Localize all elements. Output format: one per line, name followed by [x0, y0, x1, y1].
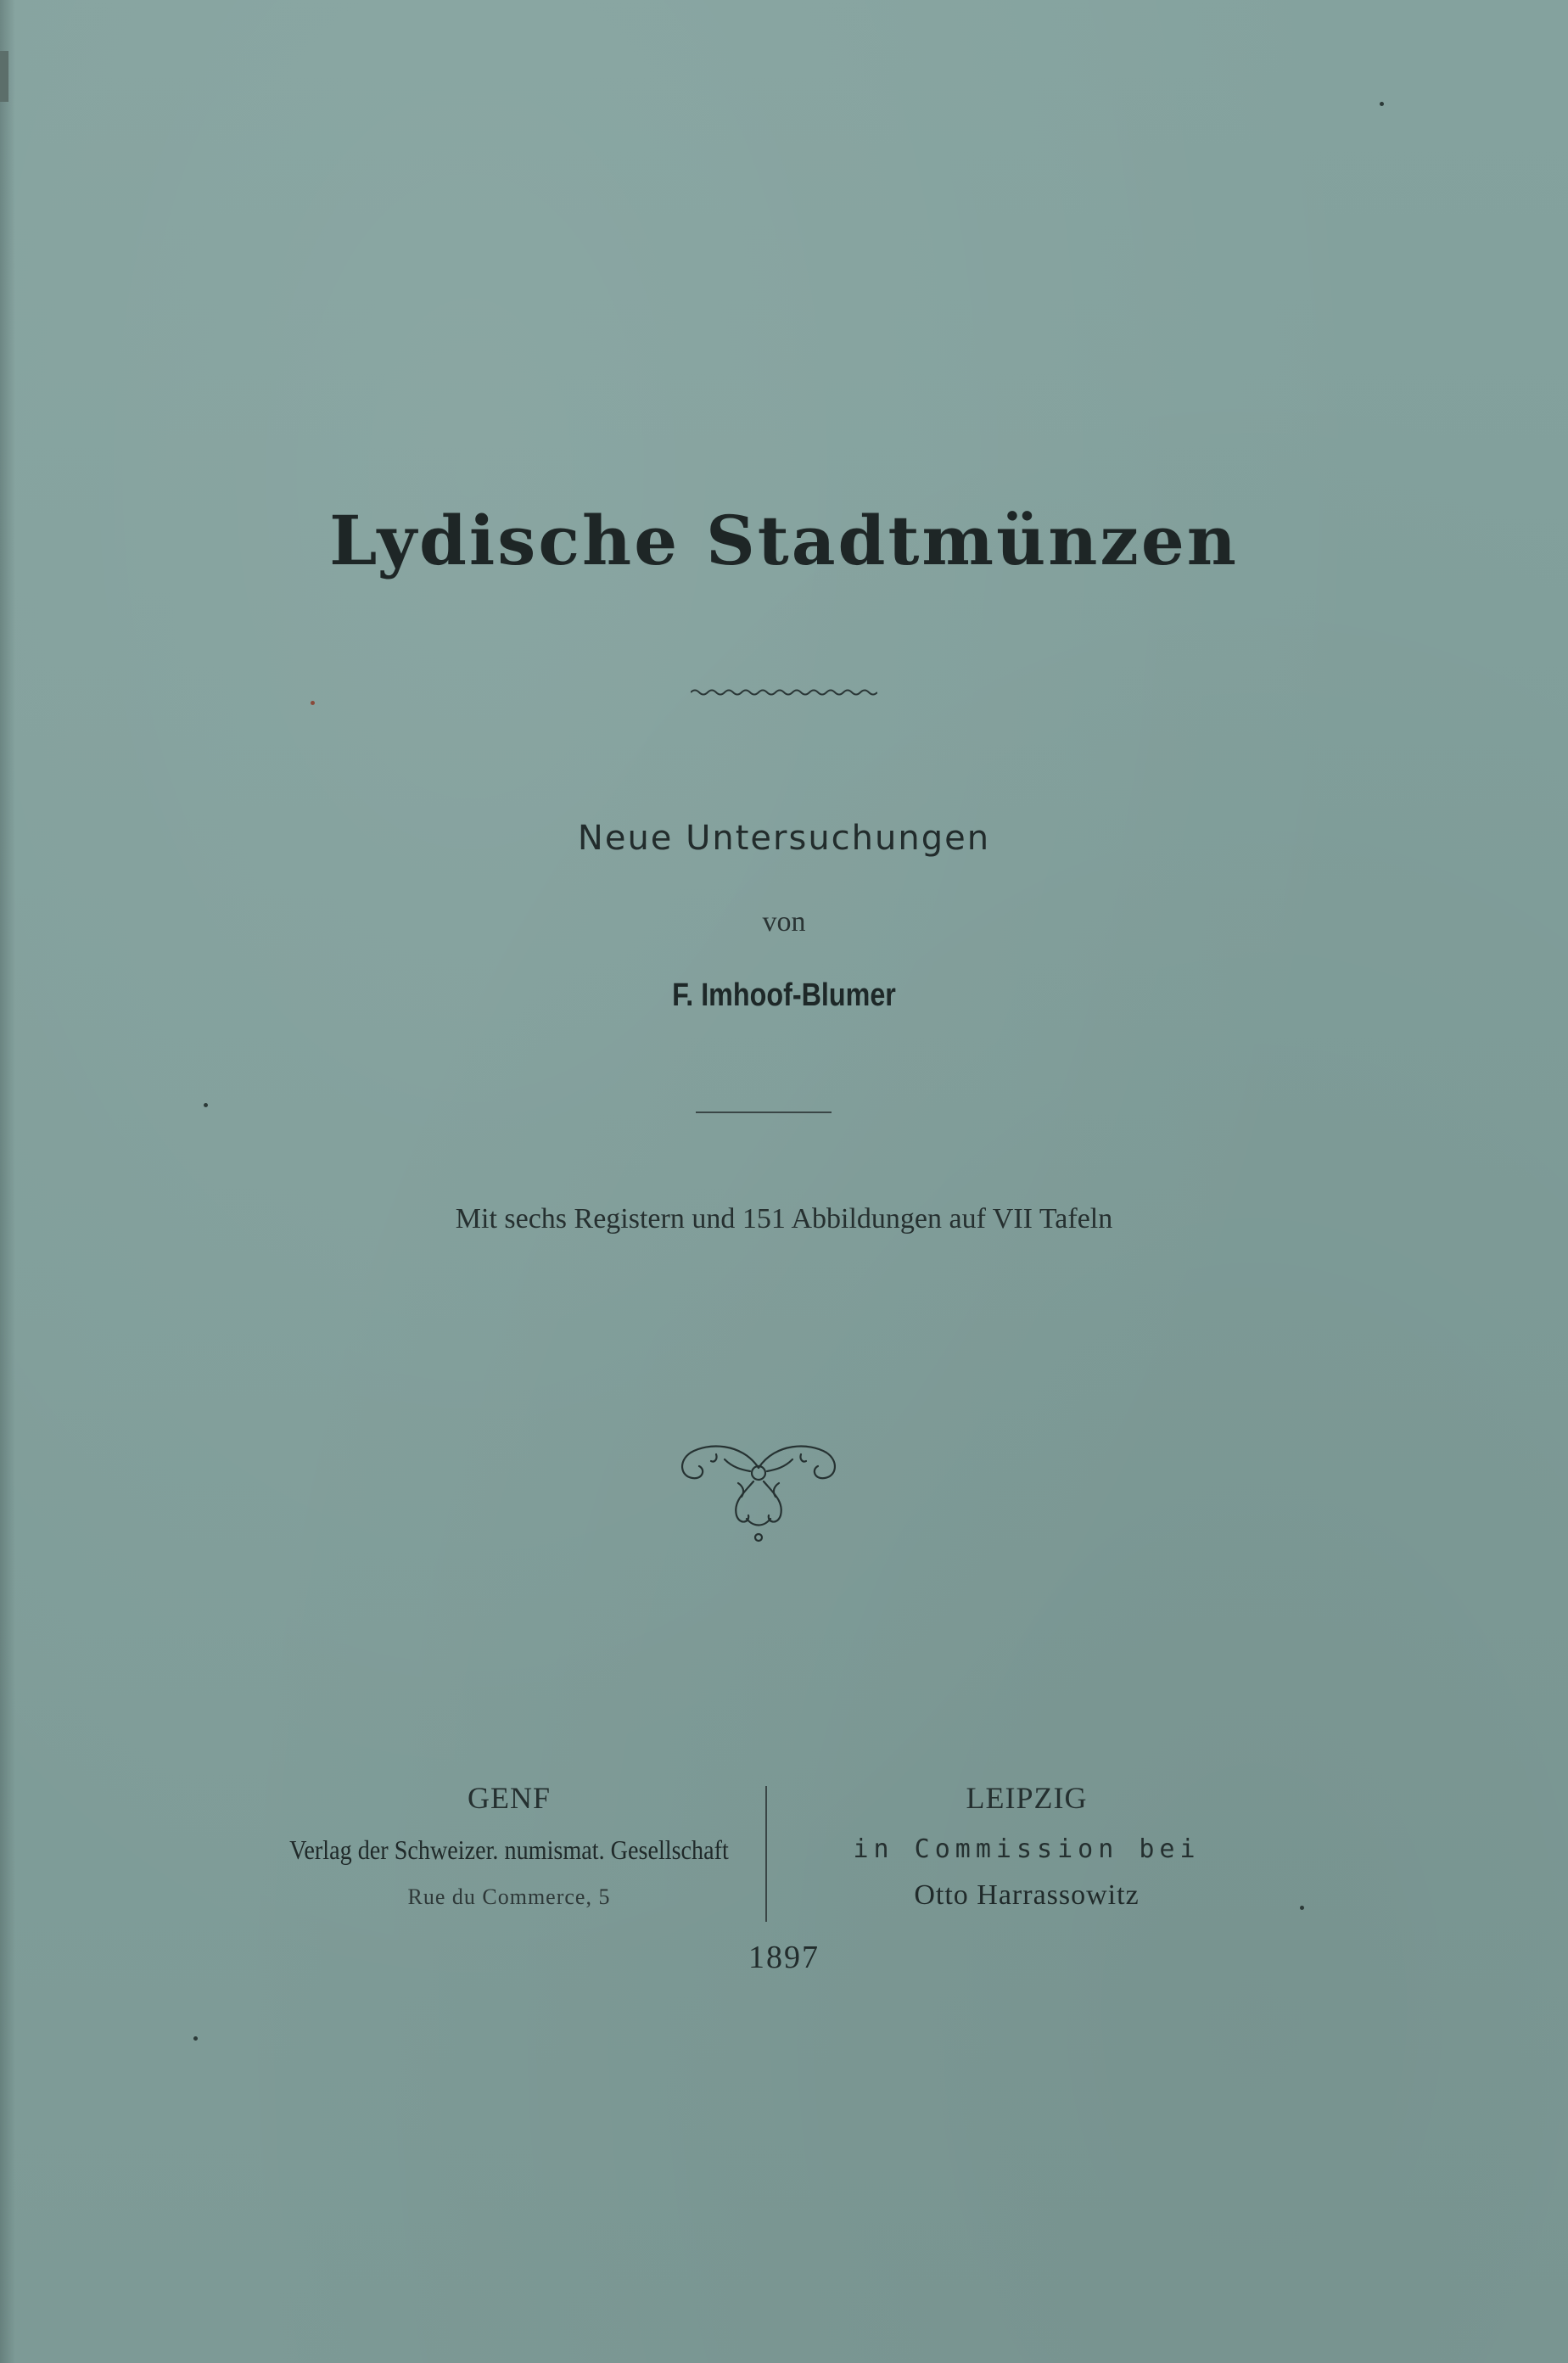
- imprint-divider: [765, 1786, 767, 1922]
- book-subtitle: Neue Untersuchungen: [577, 819, 991, 858]
- paper-speck: [1300, 1906, 1304, 1910]
- page-edge-shadow: [0, 0, 15, 2363]
- imprint-address-left: Rue du Commerce, 5: [407, 1884, 611, 1909]
- imprint-city-left: GENF: [467, 1781, 551, 1815]
- paper-speck: [204, 1103, 208, 1107]
- book-title: Lydische Stadtmünzen: [329, 501, 1239, 580]
- floral-vignette-icon: [665, 1434, 852, 1553]
- author-name: F. Imhoof-Blumer: [672, 977, 896, 1013]
- paper-speck: [1380, 102, 1384, 106]
- imprint-geneva: [255, 1780, 764, 1910]
- imprint-leipzig: [806, 1780, 1247, 1912]
- byline: von: [762, 906, 806, 938]
- wavy-line-icon: [691, 686, 877, 699]
- page-edge-tear: [0, 51, 8, 102]
- edition-details: Mit sechs Registern und 151 Abbildungen auf VII Tafeln: [455, 1203, 1113, 1235]
- wavy-divider: [0, 686, 1568, 703]
- publication-year: 1897: [748, 1940, 820, 1975]
- imprint-publisher-right: Otto Harrassowitz: [914, 1879, 1140, 1911]
- imprint-publisher-left: Verlag der Schweizer. numismat. Gesellschaft: [289, 1834, 729, 1865]
- imprint-commission-right: in Commission bei: [853, 1834, 1201, 1864]
- imprint-city-right: LEIPZIG: [966, 1781, 1088, 1815]
- paper-speck: [193, 2036, 198, 2041]
- paper-speck: [311, 701, 315, 705]
- section-rule: [696, 1112, 832, 1113]
